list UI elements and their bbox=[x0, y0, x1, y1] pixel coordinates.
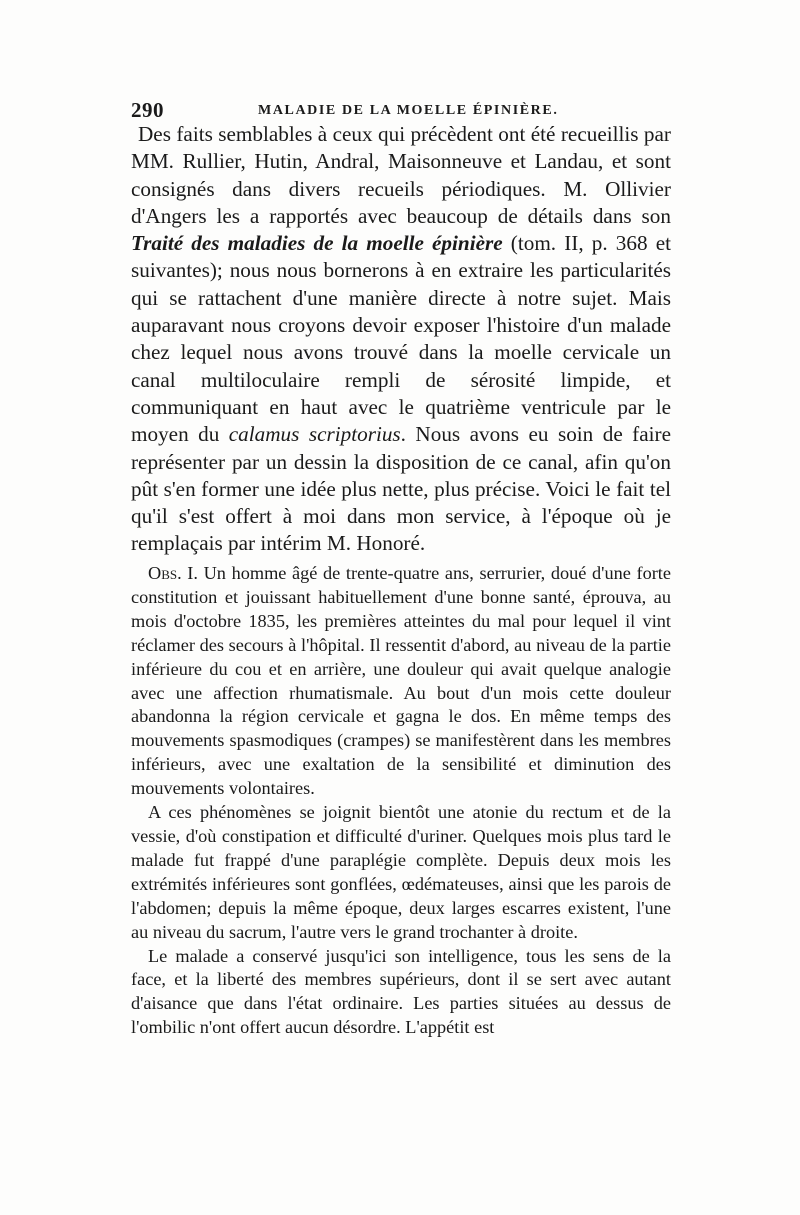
observation-paragraph-3 bbox=[131, 945, 671, 1041]
intro-text-part2: (tom. II, p. 368 et suivantes); nous nous bornerons à en extraire les particularités qui se rattachent d'une manière directe à notre sujet. Mais auparavant nous croyons devoir exposer l'histoire d'un malade chez lequel nous avons trouvé dans la moelle cervicale un canal multiloculaire rempli de sérosité limpide, et communiquant en haut avec le quatrième ventricule par le moyen du bbox=[131, 231, 672, 447]
observation-paragraph-1 bbox=[131, 562, 671, 801]
observation-text-2: A ces phénomènes se joignit bientôt une atonie du rectum et de la vessie, d'où constipation et difficulté d'uriner. Quelques mois plus tard le malade fut frappé d'une paraplégie complète. Depuis deux mois les extrémités inférieures sont gonflées, œdémateuses, ainsi que les parois de l'abdomen; depuis la même époque, deux larges escarres existent, l'une au niveau du sacrum, l'autre vers le grand trochanter à droite. bbox=[131, 802, 671, 942]
running-title: MALADIE DE LA MOELLE ÉPINIÈRE. bbox=[258, 103, 559, 118]
intro-text-part1: Des faits semblables à ceux qui précèdent ont été recueillis par MM. Rullier, Hutin, Andral, Maisonneuve et Landau, et sont consignés dans divers recueils périodiques. M. Ollivier d'Angers les a rapportés avec beaucoup de détails dans son bbox=[131, 122, 671, 228]
observation-section bbox=[131, 562, 671, 1040]
observation-paragraph-2 bbox=[131, 801, 671, 944]
observation-label: Obs. I. bbox=[148, 563, 198, 583]
treatise-title: Traité des maladies de la moelle épinière bbox=[131, 231, 503, 256]
intro-paragraph bbox=[131, 121, 671, 558]
page-number: 290 bbox=[131, 98, 164, 122]
latin-term: calamus scriptorius bbox=[228, 422, 401, 447]
intro-text-part3: . Nous avons eu soin de faire représenter par un dessin la disposition de ce canal, afin qu'on pût s'en former une idée plus nette, plus précise. Voici le fait tel qu'il s'est offert à moi dans mon service, à l'époque où je remplaçais par intérim M. Honoré. bbox=[131, 422, 671, 556]
intro-text bbox=[131, 121, 671, 558]
observation-text-3: Le malade a conservé jusqu'ici son intelligence, tous les sens de la face, et la liberté des membres supérieurs, dont il se sert avec autant d'aisance que dans l'état ordinaire. Les parties situées au dessus de l'ombilic n'ont offert aucun désordre. L'appétit est bbox=[131, 945, 671, 1038]
observation-text-1: Un homme âgé de trente-quatre ans, serrurier, doué d'une forte constitution et jouissant habituellement d'une bonne santé, éprouva, au mois d'octobre 1835, les premières atteintes du mal pour lequel il vint réclamer des secours à l'hôpital. Il ressentit d'abord, au niveau de la partie inférieure du cou et en arrière, une douleur qui avait quelque analogie avec une affection rhumatismale. Au bout d'un mois cette douleur abandonna la région cervicale et gagna le dos. En même temps des mouvements spasmodiques (crampes) se manifestèrent dans les membres inférieurs, avec une exaltation de la sensibilité et diminution des mouvements volontaires. bbox=[131, 563, 672, 799]
